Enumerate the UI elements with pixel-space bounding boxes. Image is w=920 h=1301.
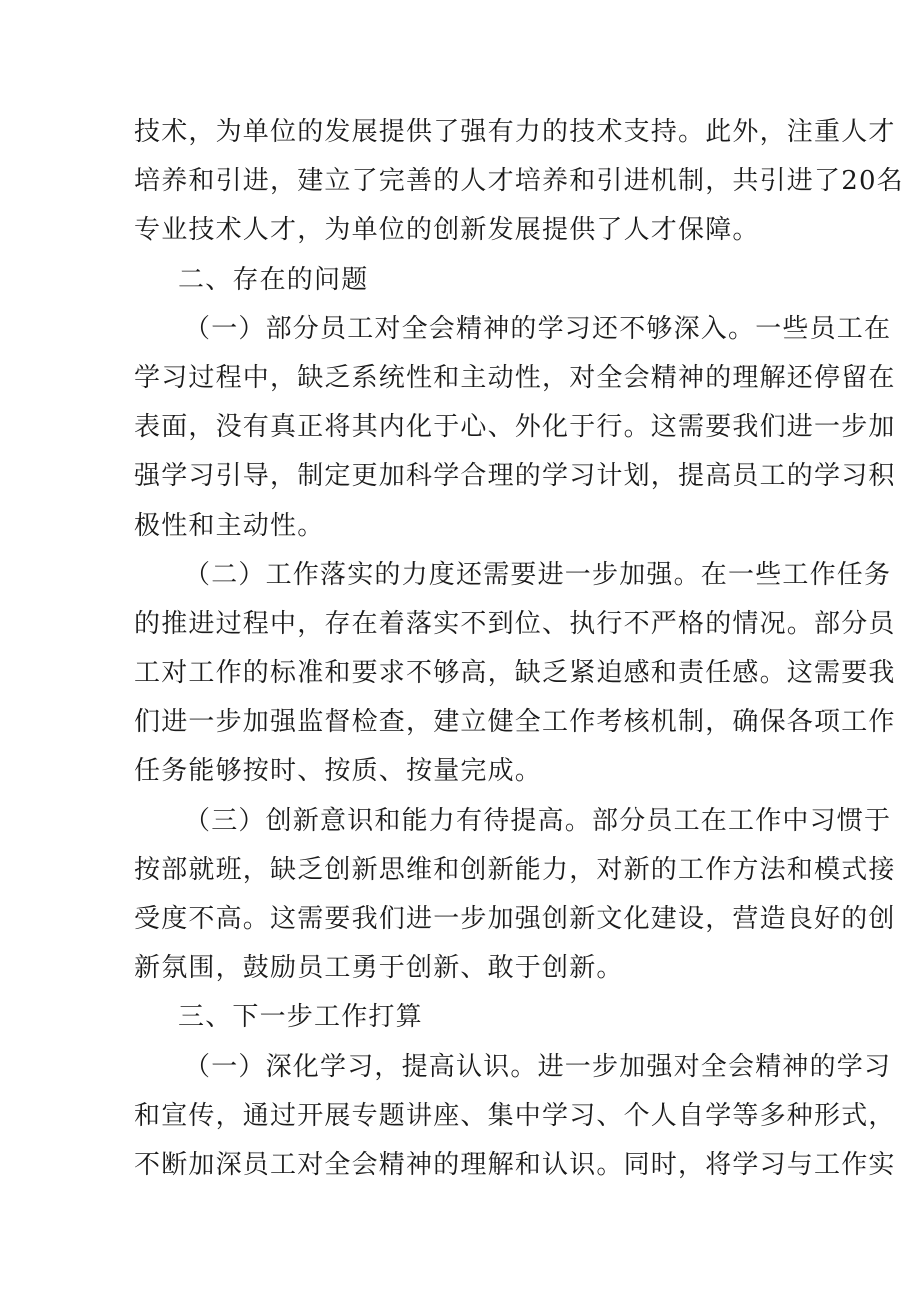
paragraph-line: 按部就班，缺乏创新思维和创新能力，对新的工作方法和模式接: [134, 854, 896, 885]
paragraph-line: （二）工作落实的力度还需要进一步加强。在一些工作任务: [184, 559, 892, 590]
paragraph-line: 和宣传，通过开展专题讲座、集中学习、个人自学等多种形式，: [134, 1100, 896, 1131]
paragraph-line: 专业技术人才，为单位的创新发展提供了人才保障。: [134, 215, 760, 246]
paragraph-line: 技术，为单位的发展提供了强有力的技术支持。此外，注重人才: [134, 117, 896, 147]
plan-paragraph-1: [134, 1043, 896, 1191]
paragraph-line: 们进一步加强监督检查，建立健全工作考核机制，确保各项工作: [134, 707, 896, 738]
paragraph-line: 表面，没有真正将其内化于心、外化于行。这需要我们进一步加: [134, 412, 896, 443]
paragraph-line: 任务能够按时、按质、按量完成。: [134, 756, 543, 787]
continued-paragraph: [134, 108, 904, 256]
paragraph-line: （三）创新意识和能力有待提高。部分员工在工作中习惯于: [184, 805, 892, 836]
paragraph-line: 强学习引导，制定更加科学合理的学习计划，提高员工的学习积: [134, 461, 896, 492]
paragraph-line: 极性和主动性。: [134, 510, 325, 541]
issue-paragraph-3: [134, 797, 896, 994]
section-heading: 三、下一步工作打算: [178, 1002, 423, 1033]
issue-paragraph-1: [134, 305, 896, 551]
paragraph-line: 工对工作的标准和要求不够高，缺乏紧迫感和责任感。这需要我: [134, 658, 896, 689]
paragraph-line: 不断加深员工对全会精神的理解和认识。同时，将学习与工作实: [134, 1149, 896, 1180]
paragraph-line: 培养和引进，建立了完善的人才培养和引进机制，共引进了20名: [134, 166, 904, 197]
paragraph-line: 新氛围，鼓励员工勇于创新、敢于创新。: [134, 953, 624, 984]
paragraph-line: 受度不高。这需要我们进一步加强创新文化建设，营造良好的创: [134, 904, 896, 934]
paragraph-line: （一）部分员工对全会精神的学习还不够深入。一些员工在: [184, 313, 892, 344]
section-heading: 二、存在的问题: [178, 264, 369, 295]
paragraph-line: 的推进过程中，存在着落实不到位、执行不严格的情况。部分员: [134, 608, 896, 639]
paragraph-line: 学习过程中，缺乏系统性和主动性，对全会精神的理解还停留在: [134, 362, 896, 393]
section-heading-problems: [134, 256, 802, 305]
issue-paragraph-2: [134, 551, 896, 797]
paragraph-line: （一）深化学习，提高认识。进一步加强对全会精神的学习: [184, 1051, 892, 1082]
section-heading-next-steps: [134, 993, 802, 1042]
